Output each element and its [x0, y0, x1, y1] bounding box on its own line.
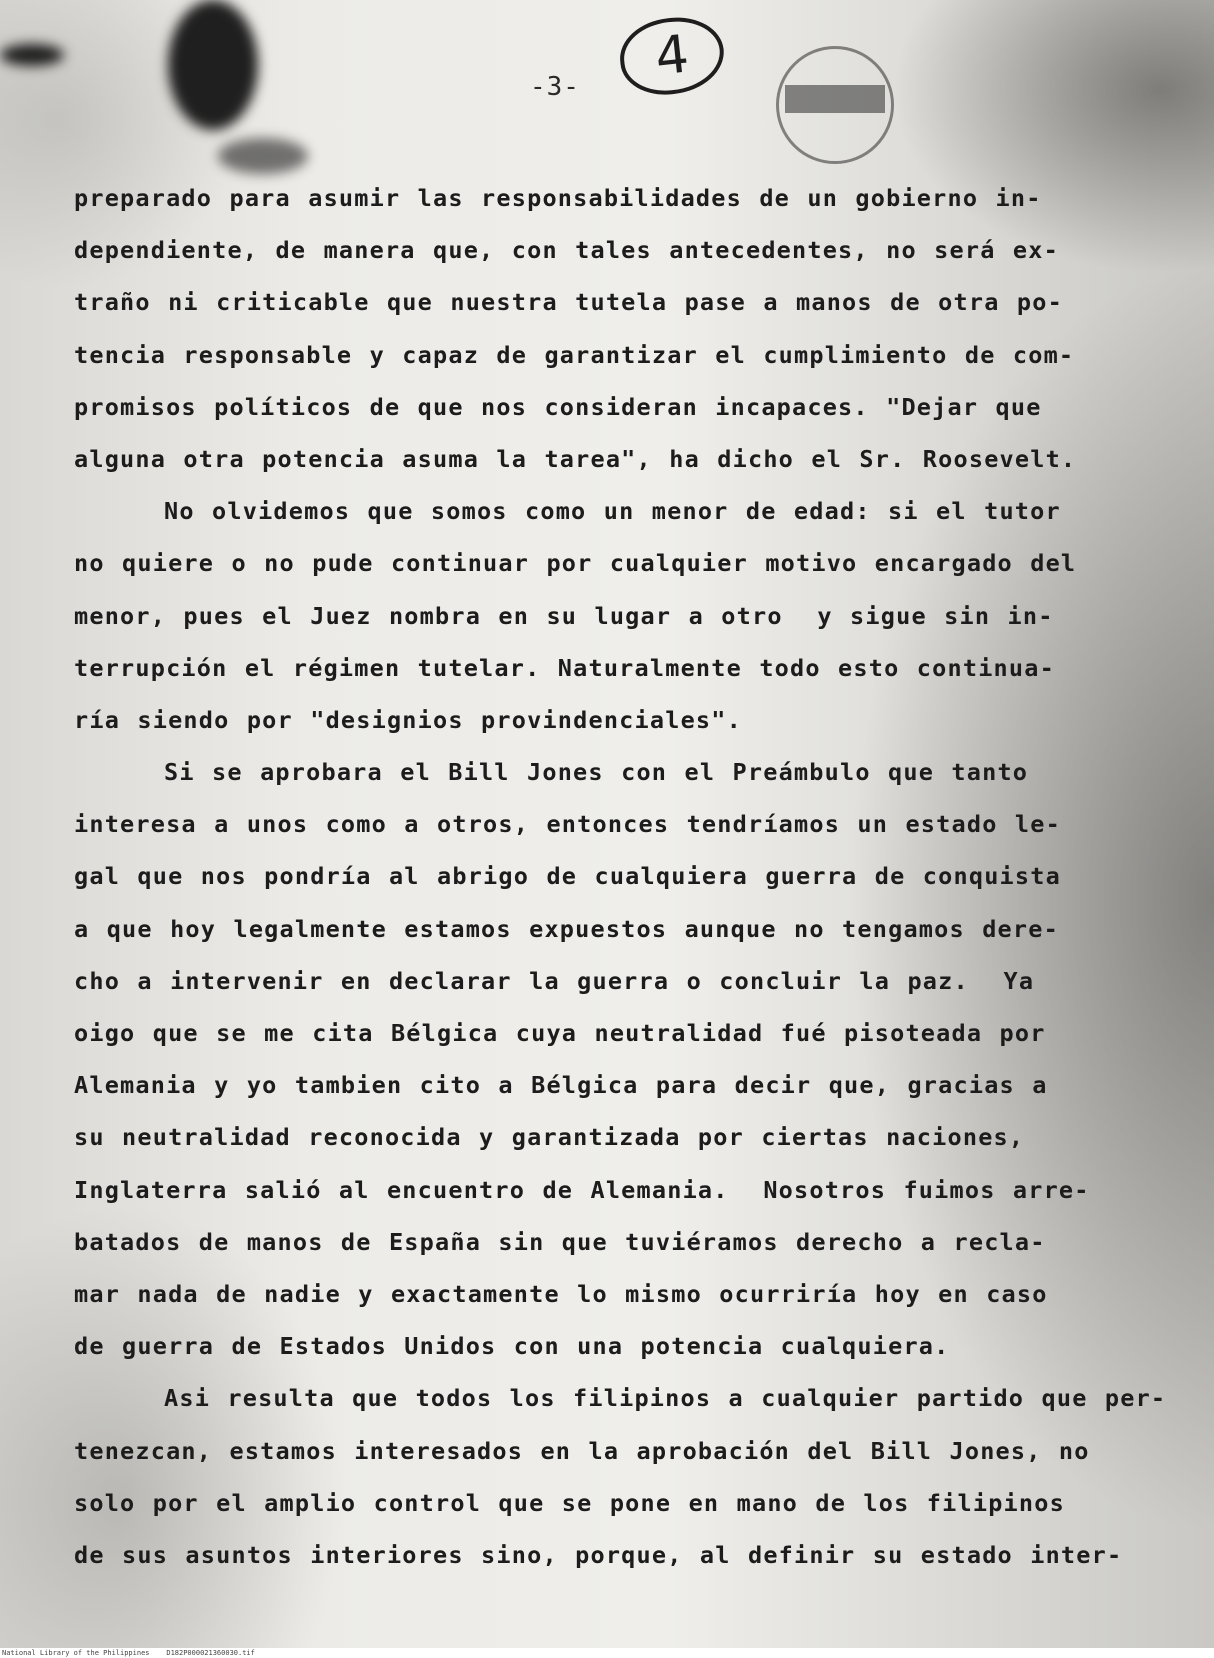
text-line: no quiere o no pude continuar por cualquier motivo encargado del [74, 549, 1077, 578]
text-line: tenezcan, estamos interesados en la aprobación del Bill Jones, no [74, 1436, 1090, 1465]
text-line: Asi resulta que todos los filipinos a cualquier partido que per- [164, 1384, 1167, 1413]
text-line: Alemania y yo tambien cito a Bélgica para decir que, gracias a [74, 1071, 1048, 1100]
text-line: oigo que se me cita Bélgica cuya neutralidad fué pisoteada por [74, 1019, 1046, 1047]
archive-stamp [776, 46, 894, 164]
text-line: ría siendo por "designios provindenciales". [74, 705, 742, 734]
text-line: mar nada de nadie y exactamente lo mismo ocurriría hoy en caso [74, 1279, 1048, 1308]
text-line: tencia responsable y capaz de garantizar el cumplimiento de com- [74, 340, 1075, 369]
text-line: Si se aprobara el Bill Jones con el Preámbulo que tanto [164, 758, 1029, 787]
text-line: a que hoy legalmente estamos expuestos aunque no tengamos dere- [74, 914, 1059, 943]
text-line: cho a intervenir en declarar la guerra o concluir la paz. Ya [74, 966, 1035, 995]
scan-caption: National Library of the Philippines D182P000021360030.tif [0, 1648, 1214, 1658]
text-line: alguna otra potencia asuma la tarea", ha dicho el Sr. Roosevelt. [74, 444, 1077, 473]
text-line: promisos políticos de que nos consideran incapaces. "Dejar que [74, 392, 1042, 421]
text-line: batados de manos de España sin que tuviéramos derecho a recla- [74, 1227, 1046, 1256]
text-line: interesa a unos como a otros, entonces tendríamos un estado le- [74, 810, 1061, 839]
text-line: No olvidemos que somos como un menor de edad: si el tutor [164, 497, 1061, 526]
text-line: preparado para asumir las responsabilidades de un gobierno in- [74, 184, 1042, 212]
stamp-band [785, 85, 885, 113]
ink-smudge [218, 138, 308, 174]
folio-circle [616, 13, 727, 99]
document-body [74, 172, 1167, 1581]
text-line: su neutralidad reconocida y garantizada por ciertas naciones, [74, 1123, 1025, 1152]
text-line: terrupción el régimen tutelar. Naturalmente todo esto continua- [74, 653, 1055, 682]
page-number: -3- [530, 72, 580, 102]
folio-number: 4 [652, 24, 692, 88]
ink-smudge [168, 0, 258, 130]
text-line: dependiente, de manera que, con tales antecedentes, no será ex- [74, 236, 1059, 265]
ink-smudge [0, 44, 64, 66]
text-line: gal que nos pondría al abrigo de cualquiera guerra de conquista [74, 862, 1061, 891]
text-line: solo por el amplio control que se pone en mano de los filipinos [74, 1488, 1065, 1517]
text-line: de sus asuntos interiores sino, porque, al definir su estado inter- [74, 1540, 1123, 1569]
text-line: de guerra de Estados Unidos con una potencia cualquiera. [74, 1332, 950, 1361]
text-line: menor, pues el Juez nombra en su lugar a otro y sigue sin in- [74, 601, 1054, 630]
text-line: traño ni criticable que nuestra tutela pase a manos de otra po- [74, 288, 1063, 317]
text-line: Inglaterra salió al encuentro de Alemania. Nosotros fuimos arre- [74, 1175, 1090, 1204]
